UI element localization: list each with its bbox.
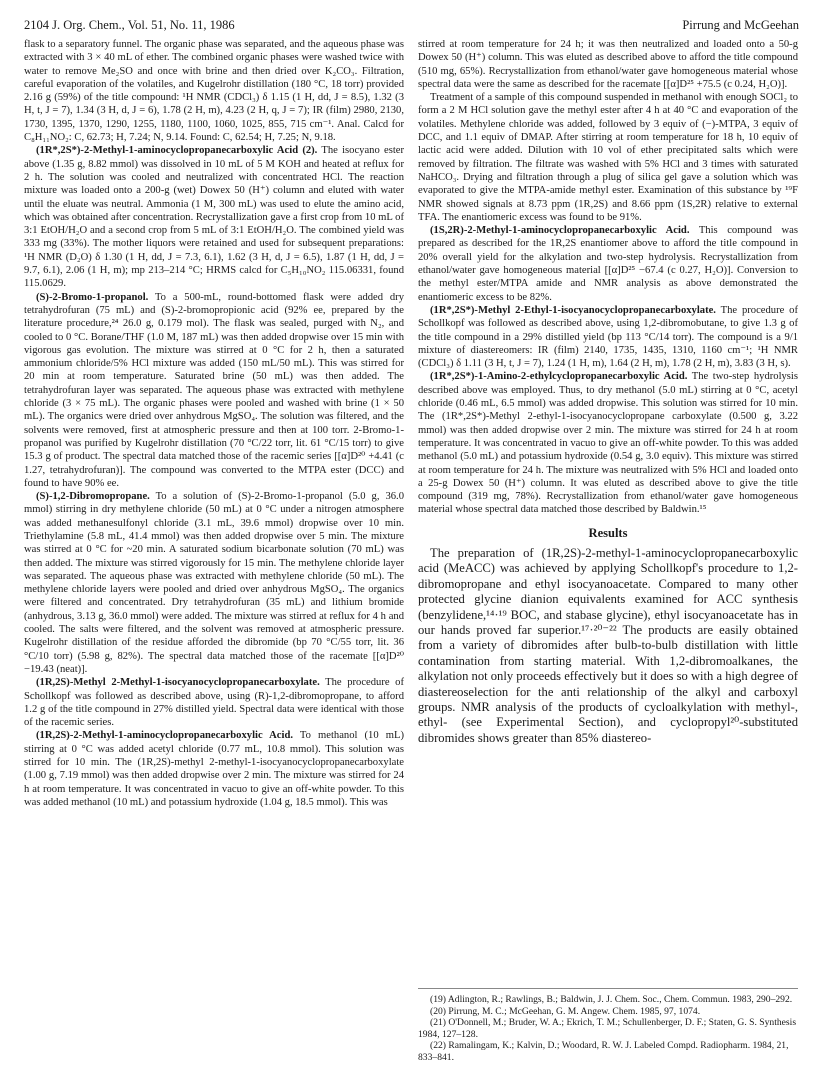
paragraph-text: To a solution of (S)-2-Bromo-1-propanol (5.0 g, 36.0 mmol) stirring in dry methylene chloride (50 mL) at 0 °C under a nitrogen atmosphere was added methanesulfonyl chloride (3.1 mL, 39.6 mmol) dropwise over 10 min. Triethylamine (5.8 mL, 41.4 mmol) was then added dropwise over 5 min. The mixture was stirred at 0 °C for ~20 min. A saturated sodium bicarbonate solution (70 mL) was then added. The mixture was stirred vigorously for 15 min. The methylene chloride layer was separated. The aqueous phase was extracted with methylene chloride (50 mL). The methylene chloride layers were pooled and dried over anhydrous MgSO₄. The organics were filtered and concentrated. Dry tetrahydrofuran (35 mL) and lithium bromide (anhydrous, 3.13 g, 36.0 mmol) were added. The mixture was stirred at reflux for 4 h and cooled. The salts were filtered, and the solvent was removed at atmospheric pressure. Kugelrohr distillation of the residue afforded the dibromide (bp 70 °C/55 torr, lit. 36 °C/10 torr) (5.98 g, 82%). The spectral data matched those of the racemate [[α]D²⁰ −19.43 (neat)]. — [24, 491, 404, 675]
compound-heading: (S)-2-Bromo-1-propanol. — [36, 291, 149, 303]
paragraph — [418, 91, 798, 224]
paragraph — [24, 490, 404, 676]
paragraph-text: To methanol (10 mL) stirring at 0 °C was added acetyl chloride (0.77 mL, 10.8 mmol). This solution was stirred for 10 min. The (1R,2S)-methyl 2-methyl-1-isocyanocyclopropanecarboxylate (1.00 g, 7.19 mmol) was then added dropwise over 2 min. The mixture was stirred for 24 h at room temperature. It was concentrated in vacuo to give an off-white powder. To this was added methanol (10 mL) and potassium hydroxide (1.04 g, 18.5 mmol). This was — [24, 730, 404, 808]
paragraph — [24, 144, 404, 290]
paragraph — [418, 370, 798, 516]
paragraph — [24, 676, 404, 729]
footnote: (19) Adlington, R.; Rawlings, B.; Baldwin, J. J. Chem. Soc., Chem. Commun. 1983, 290–292. — [430, 994, 793, 1005]
paragraph-text: The procedure of Schollkopf was followed as described above, using 1,2-dibromobutane, to give 1.3 g of the title compound in a 29% distilled yield (bp 113 °C/14 torr). The compound is a 9/1 mixture of diastereomers: IR (film) 2140, 1735, 1435, 1310, 1160 cm⁻¹; ¹H NMR (CDCl₃) δ 1.11 (3 H, t, J = 7), 1.24 (1 H, m), 1.64 (2 H, m), 1.78 (2 H, m), 3.83 (3 H, s). — [418, 304, 798, 370]
footnote: (22) Ramalingam, K.; Kalvin, D.; Woodard, R. W. J. Labeled Compd. Radiopharm. 1984, 21, 833–841. — [418, 1040, 789, 1063]
compound-heading: (1R,2S)-2-Methyl-1-aminocyclopropanecarboxylic Acid. — [36, 730, 293, 742]
paragraph — [24, 729, 404, 809]
footnote: (21) O'Donnell, M.; Bruder, W. A.; Ekrich, T. M.; Schullenberger, D. F.; Staten, G. S. Synthesis 1984, 127–128. — [418, 1017, 797, 1040]
journal-citation: 2104 J. Org. Chem., Vol. 51, No. 11, 1986 — [24, 18, 235, 32]
paragraph-text: The isocyano ester above (1.35 g, 8.82 mmol) was dissolved in 10 mL of 5 M KOH and heated at reflux for 2 h. The solution was cooled and neutralized with concentrated HCl. The reaction mixture was loaded onto a 200-g (wet) Dowex 50 (H⁺) column and eluted with water until the eluate was neutral. Ammonia (1 M, 300 mL) was used to elute the amino acid, which was obtained after concentration. Recrystallization gave a first crop from 10 mL of 3:1 EtOH/H₂O and a second crop from 5 mL of 3:1 EtOH/H₂O. The combined yield was 333 mg (33%). The mother liquors were retained and used for subsequent preparations: ¹H NMR (D₂O) δ 1.30 (1 H, dd, J = 7.3, 6.1), 1.62 (3 H, d, J = 6.5), 1.87 (1 H, dd, J = 9.7, 6.1), 2.06 (1 H, m); mp 213–214 °C; HRMS calcd for C₅H₁₀NO₂ 115.06331, found 115.0629. — [24, 145, 404, 290]
compound-heading: (1S,2R)-2-Methyl-1-aminocyclopropanecarboxylic Acid. — [430, 225, 690, 237]
results-heading: Results — [588, 525, 628, 540]
results-paragraph: The preparation of (1R,2S)-2-methyl-1-aminocyclopropanecarboxylic acid (MeACC) was achieved by applying Schollkopf's procedure to 1,2-dibromopropane and ethyl isocyanoacetate. Compared to many other protected glycine dianion equivalents examined for ACC synthesis (benzylidene,¹⁴·¹⁹ BOC, and stabase glycine), ethyl isocyanoacetate has in our hands proved far superior.¹⁷·²⁰⁻²² The products are easily obtained from a variety of dibromides after bulb-to-bulb distillation with little contamination from starting material. With 1,2-dibromoalkanes, the alkylation not only proceeds effectively but it does so with a high degree of diastereoselection for the anti relationship of the alkyl and carboxyl groups. NMR analysis of the products of cycloalkylation with methyl-, ethyl- (see Experimental Section), and cyclopropyl²⁰-substituted dibromides shows greater than 85% diastereo- — [418, 545, 798, 745]
footnotes — [418, 988, 798, 1064]
paragraph — [418, 38, 798, 91]
compound-heading: (1R,2S)-Methyl 2-Methyl-1-isocyanocyclopropanecarboxylate. — [36, 677, 320, 689]
paragraph — [24, 38, 404, 144]
compound-heading: (1R*,2S*)-1-Amino-2-ethylcyclopropanecarboxylic Acid. — [430, 371, 688, 383]
experimental-continued — [418, 38, 798, 517]
paragraph-text: The procedure of Schollkopf was followed as described above, using (R)-1,2-dibromopropane, to afford 1.2 g of the title compound in 27% distilled yield. Spectral data were identical with those of the racemic series. — [24, 677, 404, 729]
paragraph-text: flask to a separatory funnel. The organic phase was separated, and the aqueous phase was extracted with 3 × 40 mL of ether. The combined organic phases were washed twice with water to remove Me₂SO and once with brine and then dried over K₂CO₃. Filtration, careful evaporation of the volatiles, and Kugelrohr distillation (180 °C, 18 torr) provided 2.16 g (59%) of the title compound: ¹H NMR (CDCl₃) δ 1.15 (1 H, dd, J = 8.5), 1.32 (3 H, t, J = 7), 1.34 (3 H, d, J = 6), 1.78 (2 H, m), 4.23 (2 H, q, J = 7); IR (film) 2980, 2130, 1730, 1395, 1370, 1290, 1255, 1180, 1100, 1060, 1025, 855, 715 cm⁻¹. Anal. Calcd for C₈H₁₁NO₂: C, 62.73; H, 7.24; N, 9.14. Found: C, 62.54; H, 7.25; N, 9.18. — [24, 39, 404, 144]
compound-heading: (S)-1,2-Dibromopropane. — [36, 491, 150, 503]
author-names: Pirrung and McGeehan — [682, 18, 799, 32]
results-section — [418, 527, 798, 747]
paragraph-text: To a 500-mL, round-bottomed flask were added dry tetrahydrofuran (75 mL) and (S)-2-bromopropionic acid (92% ee, prepared by the literature procedure,²⁴ 26.0 g, 0.179 mol). The flask was sealed, purged with N₂, and cooled to 0 °C. Borane/THF (1.0 M, 187 mL) was then added dropwise over 15 min with vigorous gas evolution. The mixture was stirred at 0 °C for 2 h, then a saturated ammonium chloride/5% HCl mixture was added (150 mL/50 mL). This was stirred for 20 min at room temperature. Saturated brine (50 mL) was then added. The tetrahydrofuran layer was separated. The aqueous phase was extracted with methylene chloride (3 × 75 mL). The organic phases were pooled and washed with brine (1 × 50 mL). The organics were dried over anhydrous MgSO₄. The solution was filtered, and the solvents were removed, first at atmospheric pressure and then at 100 torr. 2-Bromo-1-propanol was purified by Kugelrohr distillation (70 °C/22 torr, lit. 61 °C/15 torr) to give 15.3 g of product. The spectral data matched those of the racemic series [[α]D²⁰ +4.41 (c 1.27, tetrahydrofuran)]. The compound was converted to the MTPA ester (DCC) and found to have 90% ee. — [24, 291, 404, 489]
paragraph-text: stirred at room temperature for 24 h; it was then neutralized and loaded onto a 50-g Dowex 50 (H⁺) column. This was eluted as described above to afford the title compound (510 mg, 65%). Recrystallization from ethanol/water gave homogeneous material whose spectral data were the same as described for the racemate [[α]D²⁵ +75.5 (c 0.24, H₂O)]. — [418, 39, 798, 90]
left-column — [24, 38, 404, 809]
footnote: (20) Pirrung, M. C.; McGeehan, G. M. Angew. Chem. 1985, 97, 1074. — [430, 1005, 701, 1017]
compound-heading: (1R*,2S*)-Methyl 2-Ethyl-1-isocyanocyclopropanecarboxylate. — [430, 304, 716, 316]
right-column — [418, 38, 798, 746]
paragraph-text: Treatment of a sample of this compound suspended in methanol with enough SOCl₂ to form a 2 M HCl solution gave the methyl ester after 4 h at 40 °C and evaporation of the volatiles. Methylene chloride was added, followed by 3 equiv of (−)-MTPA, 3 equiv of DCC, and 1.1 equiv of DMAP. After stirring at room temperature for 18 h, 10 equiv of lactic acid were added. Dilution with 10 vol of ether precipitated salts which were removed by filtration. The filtrate was washed with 5% HCl and 3 times with saturated NaHCO₃. Drying and filtration through a plug of silica gel gave a solution which was evaporated to give the MTPA-amide methyl ester. Examination of this substance by ¹⁹F NMR showed signals at 8.73 ppm (1R,2S) and 8.66 ppm (1S,2R) relative to external TFA. The enantiomeric excess was found to be 91%. — [418, 92, 798, 223]
paragraph-text: The two-step hydrolysis described above was employed. Thus, to dry methanol (5.0 mL) stirring at 0 °C, acetyl chloride (0.46 mL, 6.5 mmol) was added dropwise. This solution was stirred for 10 min. The (1R*,2S*)-Methyl 2-ethyl-1-isocyanocyclopropane carboxylate (0.500 g, 3.22 mmol) was then added dropwise over 2 min. The mixture was stirred for 24 h at room temperature. It was concentrated in vacuo to give an off-white powder. To this was added methanol (5.0 mL) and potassium hydroxide (0.54 g, 3.0 equiv). This mixture was stirred at room temperature for 24 h. The mixture was neutralized with 5% HCl and loaded onto a 25-g Dowex 50 (H⁺) column. It was eluted as described above to give the title compound (319 mg, 78%). Recrystallization from ethanol/water gave homogeneous material whose spectral data matched those described by Baldwin.¹⁵ — [418, 371, 798, 516]
paragraph — [418, 224, 798, 304]
compound-heading: (1R*,2S*)-2-Methyl-1-aminocyclopropanecarboxylic Acid (2). — [36, 145, 318, 157]
paragraph — [418, 304, 798, 370]
paragraph — [24, 291, 404, 490]
page-header — [24, 16, 799, 34]
paragraph-text: This compound was prepared as described for the 1R,2S enantiomer above to afford the title compound in 20% overall yield for the alkylation and two-step hydrolysis. Recrystallization from ethanol/water gave homogeneous material [[α]D²⁵ −67.4 (c 0.27, H₂O)]. Conversion to the methyl ester/MTPA amide and NMR analysis as above demonstrated the enantiomeric excess to be 82%. — [418, 225, 798, 303]
